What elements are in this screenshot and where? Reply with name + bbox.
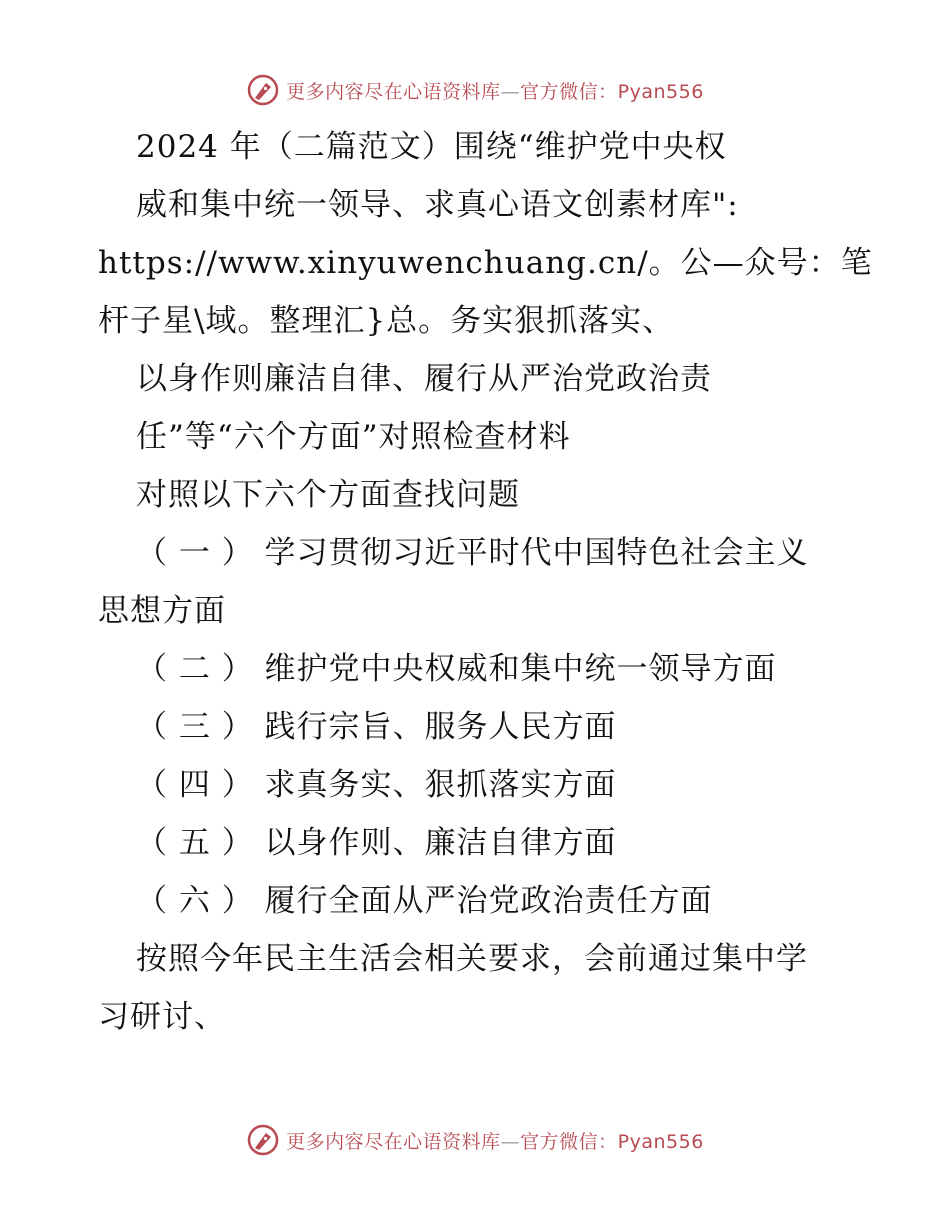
document-body [98,118,873,1046]
header-watermark [0,70,950,110]
paragraph-line-2: 习研讨、 [98,999,226,1035]
list-item-5: （ 五 ） 以身作则、廉洁自律方面 [136,825,617,861]
watermark-text: 更多内容尽在心语资料库—官方微信：Pyan556 [286,80,704,103]
footer-watermark [0,1120,950,1160]
list-item-2: （ 二 ） 维护党中央权威和集中统一领导方面 [136,651,777,687]
watermark-text: 更多内容尽在心语资料库—官方微信：Pyan556 [286,1130,704,1153]
pen-nib-circle-icon [246,73,280,107]
title-line-1: 2024 年（二篇范文）围绕“维护党中央权 [136,129,727,165]
title-line-2: 威和集中统一领导、求真心语文创素材库": [136,187,739,223]
list-item-3: （ 三 ） 践行宗旨、服务人民方面 [136,709,617,745]
paragraph-line-1: 按照今年民主生活会相关要求，会前通过集中学 [136,941,808,977]
title-line-6: 任”等“六个方面”对照检查材料 [136,419,571,455]
title-line-3: https://www.xinyuwenchuang.cn/。公—众号：笔 [98,245,873,281]
list-item-6: （ 六 ） 履行全面从严治党政治责任方面 [136,883,713,919]
list-item-1: （ 一 ） 学习贯彻习近平时代中国特色社会主义 [136,535,809,571]
title-line-4: 杆子星\域。整理汇}总。务实狠抓落实、 [98,303,675,339]
pen-nib-circle-icon [246,1123,280,1157]
section-heading: 对照以下六个方面查找问题 [136,477,520,513]
title-line-5: 以身作则廉洁自律、履行从严治党政治责 [136,361,712,397]
list-item-1-continued: 思想方面 [98,593,226,629]
list-item-4: （ 四 ） 求真务实、狠抓落实方面 [136,767,617,803]
